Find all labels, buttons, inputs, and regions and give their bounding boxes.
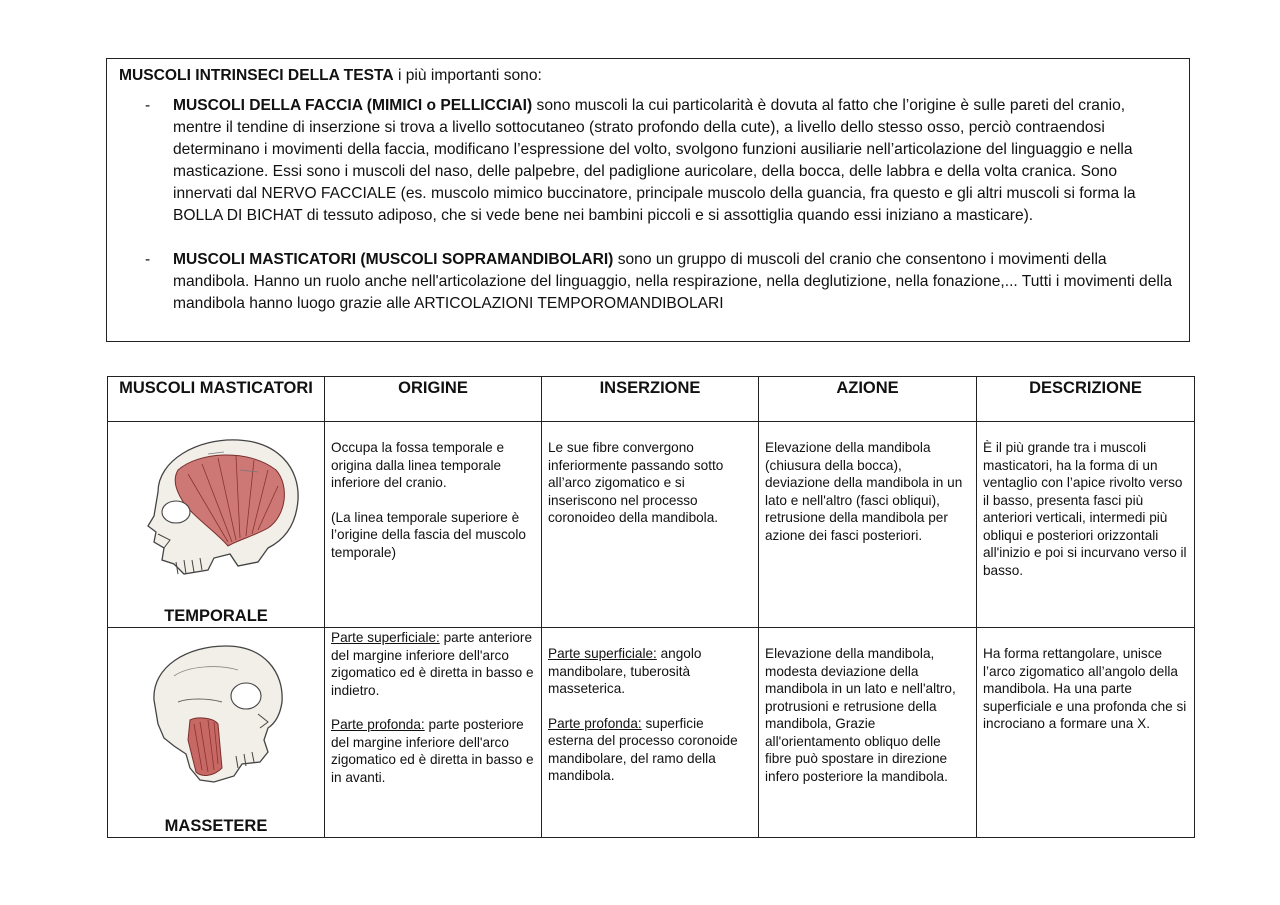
- header-origine: ORIGINE: [325, 377, 542, 422]
- ins-prof-text: superficie esterna del processo coronoide mandibolare, del ramo della mandibola.: [548, 715, 738, 783]
- header-azione: AZIONE: [759, 377, 977, 422]
- table-row: [108, 628, 1195, 838]
- ins-prof-label: Parte profonda:: [548, 715, 642, 731]
- intro-title-rest: i più importanti sono:: [393, 67, 542, 84]
- muscle-image-cell: [108, 422, 325, 628]
- muscle-name-temporale: TEMPORALE: [164, 606, 268, 625]
- header-muscoli: MUSCOLI MASTICATORI: [108, 377, 325, 422]
- header-inserzione: INSERZIONE: [542, 377, 759, 422]
- paragraph-gap: [548, 698, 752, 715]
- origine-prof-text: parte posteriore del margine inferiore dell'arco zigomatico ed è diretta in basso e in avanti.: [331, 717, 534, 785]
- cell-origine: [325, 628, 542, 838]
- ins-sup-label: Parte superficiale:: [548, 646, 657, 661]
- origine-profonda: [331, 716, 535, 786]
- paragraph-gap: [331, 699, 535, 716]
- cell-azione: [759, 628, 977, 838]
- ins-sup-text: angolo mandibolare, tuberosità masseterica.: [548, 646, 702, 696]
- inserzione-text: Le sue fibre convergono inferiormente passando sotto all’arco zigomatico e si inseriscono nel processo coronoideo della mandibola.: [548, 440, 724, 525]
- paragraph-gap: [331, 492, 535, 509]
- intro-title-bold: MUSCOLI INTRINSECI DELLA TESTA: [119, 67, 394, 84]
- bullet-muscoli-faccia: [119, 95, 1177, 227]
- origine-superficiale: [331, 629, 535, 699]
- cell-descrizione: [977, 422, 1195, 628]
- cell-descrizione: [977, 628, 1195, 838]
- origine-note: (La linea temporale superiore è l’origine della fascia del muscolo temporale): [331, 509, 526, 560]
- intro-box: [106, 58, 1190, 342]
- skull-masseter-muscle-illustration: [118, 636, 314, 786]
- table-row: [108, 422, 1195, 628]
- bullet-text: sono muscoli la cui particolarità è dovuta al fatto che l’origine è sulle pareti del cranio, mentre il tendine di inserzione si trova a livello sottocutaneo (strato profondo della cute), a livello dello stesso osso, perciò contraendosi determinano i movimenti della faccia, modificano l’espressione del volto, svolgono funzioni ausiliarie nell’articolazione del linguaggio e nella masticazione. Essi sono i muscoli del naso, delle palpebre, del padiglione auricolare, della bocca, delle labbra e della volta cranica. Sono innervati dal NERVO FACCIALE (es. muscolo mimico buccinatore, principale muscolo della guancia, fra questo e gli altri muscoli si forma la BOLLA DI BICHAT di tessuto adiposo, che si vede bene nei bambini piccoli e si assottiglia quando essi iniziano a masticare).: [173, 97, 1136, 224]
- origine-sup-text: parte anteriore del margine inferiore dell'arco zigomatico ed è diretta in basso e indietro.: [331, 630, 534, 698]
- header-descrizione: DESCRIZIONE: [977, 377, 1195, 422]
- inserzione-superficiale: [548, 645, 752, 698]
- bullet-dash: -: [145, 97, 151, 114]
- origine-sup-label: Parte superficiale:: [331, 630, 440, 645]
- bullet-text: sono un gruppo di muscoli del cranio che consentono i movimenti della mandibola. Hanno un ruolo anche nell'articolazione del linguaggio, nella respirazione, nella deglutizione, nella fonazione,... Tutti i movimenti della mandibola hanno luogo grazie alle ARTICOLAZIONI TEMPOROMANDIBOLARI: [173, 251, 1173, 312]
- cell-origine: [325, 422, 542, 628]
- inserzione-profonda: [548, 715, 752, 785]
- intro-title: [119, 65, 1177, 87]
- azione-text: Elevazione della mandibola (chiusura della bocca), deviazione della mandibola in un lato e nell'altro (fasci obliqui), retrusione della mandibola per azione dei fasci posteriori.: [765, 440, 963, 543]
- descrizione-text: È il più grande tra i muscoli masticatori, ha la forma di un ventaglio con l’apice rivolto verso il basso, presenta fasci più anteriori verticali, intermedi più obliqui e posteriori orizzontali all'inizio e poi si incurvano verso il basso.: [983, 440, 1187, 578]
- origine-text: Occupa la fossa temporale e origina dalla linea temporale inferiore del cranio.: [331, 440, 505, 490]
- descrizione-text: Ha forma rettangolare, unisce l’arco zigomatico all’angolo della mandibola. Ha una parte superficiale e una profonda che si incrociano a formare una X.: [983, 646, 1187, 731]
- bullet-heading: MUSCOLI DELLA FACCIA (MIMICI o PELLICCIAI): [173, 97, 533, 114]
- cell-inserzione: [542, 628, 759, 838]
- table-header-row: [108, 377, 1195, 422]
- bullet-muscoli-masticatori: [119, 249, 1177, 315]
- origine-prof-label: Parte profonda:: [331, 717, 425, 732]
- muscles-table: [107, 376, 1195, 838]
- bullet-dash: -: [145, 251, 151, 268]
- skull-temporal-muscle-illustration: [118, 430, 314, 580]
- muscle-image-cell: [108, 628, 325, 838]
- bullet-heading: MUSCOLI MASTICATORI (MUSCOLI SOPRAMANDIBOLARI): [173, 251, 614, 268]
- azione-text: Elevazione della mandibola, modesta deviazione della mandibola in un lato e nell'altro, protrusioni e retrusione della mandibola, Grazie all'orientamento obliquo delle fibre può spostare in direzione infero posteriore la mandibola.: [765, 646, 956, 784]
- muscle-name-massetere: MASSETERE: [164, 816, 268, 835]
- cell-inserzione: [542, 422, 759, 628]
- cell-azione: [759, 422, 977, 628]
